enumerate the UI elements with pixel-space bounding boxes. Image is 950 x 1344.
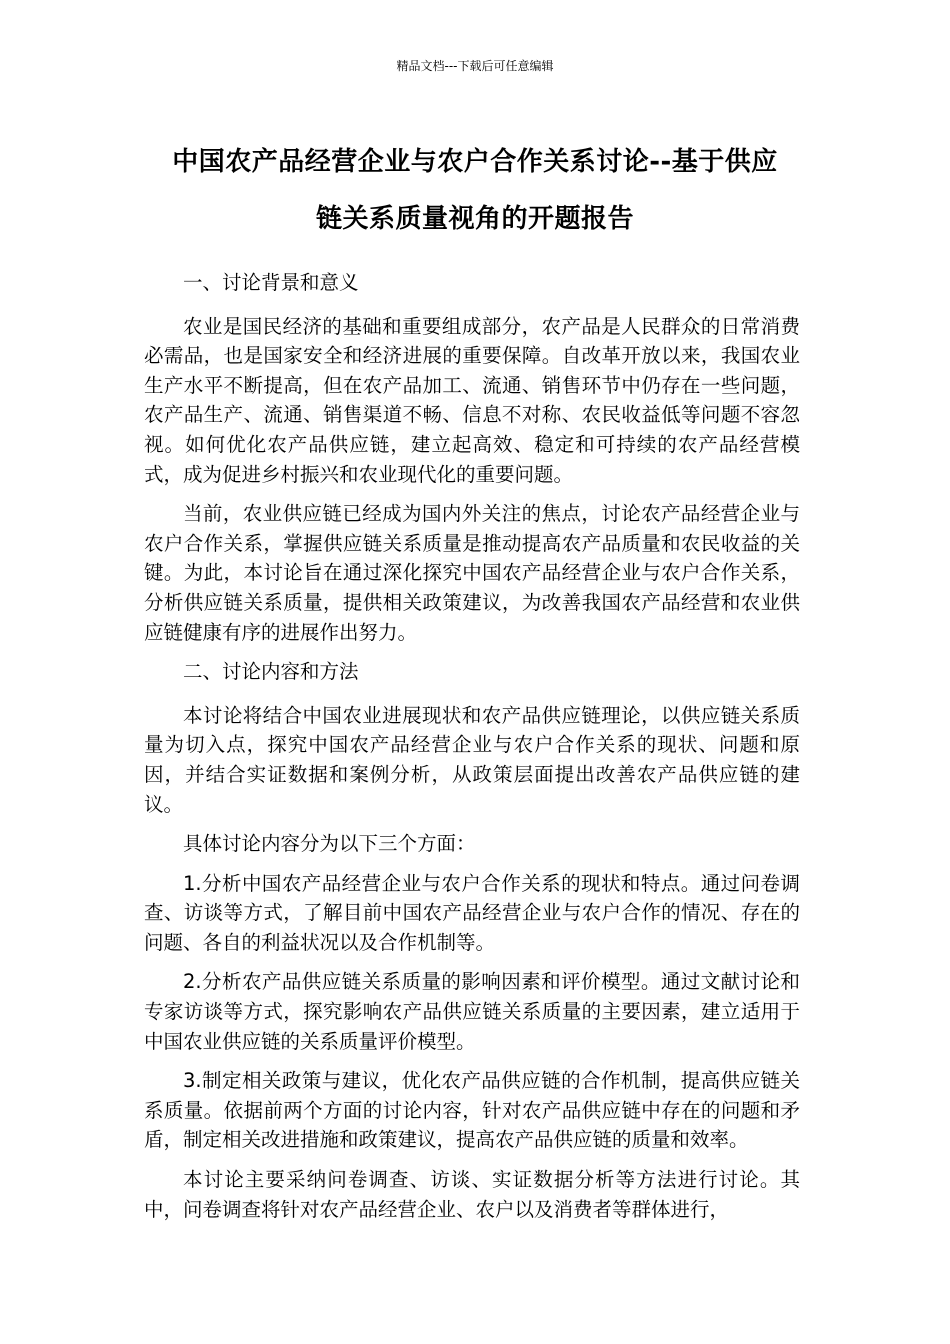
paragraph-3: 本讨论将结合中国农业进展现状和农产品供应链理论，以供应链关系质量为切入点，探究中国农产品经营企业与农户合作关系的现状、问题和原因，并结合实证数据和案例分析，从政策层面提出改善农产品供应链的建议。 xyxy=(144,703,800,816)
section-heading-2: 二、讨论内容和方法 xyxy=(183,660,359,684)
section-heading-1: 一、讨论背景和意义 xyxy=(183,271,359,294)
title-line-1: 中国农产品经营企业与农户合作关系讨论--基于供应 xyxy=(172,147,778,177)
paragraph-4: 具体讨论内容分为以下三个方面： xyxy=(183,832,476,856)
paragraph-7: 3.制定相关政策与建议，优化农产品供应链的合作机制，提高供应链关系质量。依据前两个方面的讨论内容，针对农产品供应链中存在的问题和矛盾，制定相关改进措施和政策建议，提高农产品供应链的质量和效率。 xyxy=(144,1069,800,1152)
paragraph-6: 2.分析农产品供应链关系质量的影响因素和评价模型。通过文献讨论和专家访谈等方式，探究影响农产品供应链关系质量的主要因素，建立适用于中国农业供应链的关系质量评价模型。 xyxy=(144,970,800,1053)
paragraph-5: 1.分析中国农产品经营企业与农户合作关系的现状和特点。通过问卷调查、访谈等方式，了解目前中国农产品经营企业与农户合作的情况、存在的问题、各自的利益状况以及合作机制等。 xyxy=(144,871,800,954)
document-body xyxy=(144,268,800,1234)
paragraph-2: 当前，农业供应链已经成为国内外关注的焦点，讨论农产品经营企业与农户合作关系，掌握供应链关系质量是推动提高农产品质量和农民收益的关键。为此，本讨论旨在通过深化探究中国农产品经营企业与农户合作关系，分析供应链关系质量，提供相关政策建议，为改善我国农产品经营和农业供应链健康有序的进展作出努力。 xyxy=(144,502,800,644)
document-title xyxy=(140,134,810,248)
page-header: 精品文档---下载后可任意编辑 xyxy=(396,59,554,73)
paragraph-8: 本讨论主要采纳问卷调查、访谈、实证数据分析等方法进行讨论。其中，问卷调查将针对农产品经营企业、农户以及消费者等群体进行， xyxy=(144,1168,800,1221)
paragraph-1: 农业是国民经济的基础和重要组成部分，农产品是人民群众的日常消费必需品，也是国家安全和经济进展的重要保障。自改革开放以来，我国农业生产水平不断提高，但在农产品加工、流通、销售环节中仍存在一些问题，农产品生产、流通、销售渠道不畅、信息不对称、农民收益低等问题不容忽视。如何优化农产品供应链，建立起高效、稳定和可持续的农产品经营模式，成为促进乡村振兴和农业现代化的重要问题。 xyxy=(144,314,800,486)
title-line-2: 链关系质量视角的开题报告 xyxy=(315,204,634,234)
